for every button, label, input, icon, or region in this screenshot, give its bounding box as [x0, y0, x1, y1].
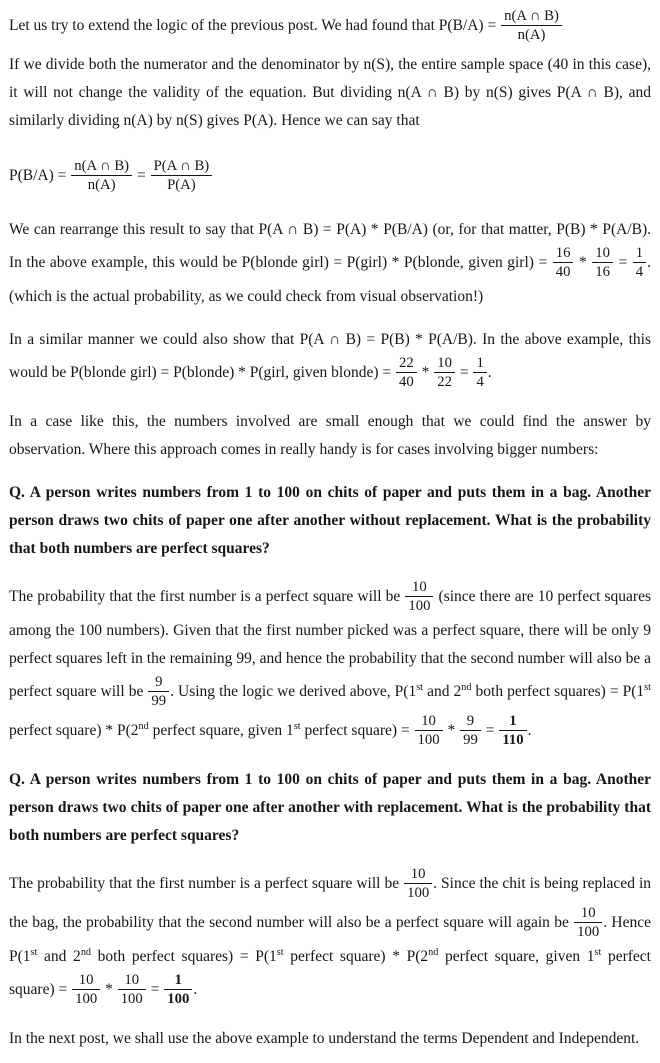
- fraction: [633, 245, 646, 281]
- superscript-ordinal: st: [30, 946, 38, 958]
- fraction-numerator: 10: [405, 579, 433, 597]
- superscript-ordinal: st: [416, 681, 424, 693]
- text-run: In a case like this, the numbers involved are small enough that we could find the answer by observation. Where this approach comes in really handy is for cases involving bigger numbers:: [9, 412, 651, 458]
- fraction-denominator: 110: [502, 732, 524, 749]
- text-run: perfect square) * P(2: [9, 721, 139, 739]
- fraction-numerator: 10: [404, 866, 432, 884]
- fraction-numerator: 1: [164, 972, 192, 990]
- fraction-denominator: 99: [151, 693, 167, 710]
- text-run: . (which is the actual probability, as we could check from visual observation!): [9, 253, 652, 305]
- fraction: [72, 972, 100, 1008]
- fraction-denominator: 4: [476, 374, 484, 391]
- text-run: =: [613, 253, 632, 271]
- fraction-denominator: 100: [407, 885, 430, 902]
- fraction-denominator: P(A): [167, 177, 196, 194]
- fraction-denominator: 100: [408, 598, 431, 615]
- fraction: [460, 713, 481, 749]
- para-similar-manner: [9, 326, 651, 393]
- fraction-numerator: 1: [473, 355, 486, 373]
- text-run: and 2: [423, 682, 462, 700]
- fraction-numerator: 10: [574, 905, 602, 923]
- fraction-denominator: 16: [595, 264, 610, 281]
- fraction-numerator: 10: [118, 972, 146, 990]
- fraction-denominator: 100: [120, 991, 143, 1008]
- text-run: *: [417, 363, 434, 381]
- fraction-denominator: 100: [577, 924, 600, 941]
- fraction-denominator: 100: [417, 732, 440, 749]
- fraction-numerator: 22: [396, 355, 417, 373]
- fraction: [405, 579, 433, 615]
- fraction: [151, 158, 213, 194]
- para-intro: [9, 7, 651, 46]
- para-bigger-numbers: [9, 408, 651, 464]
- fraction: [592, 245, 613, 281]
- fraction: [415, 713, 443, 749]
- text-run: *: [101, 980, 117, 998]
- text-run: and 2: [37, 947, 81, 965]
- text-run: Let us try to extend the logic of the previous post. We had found that P(B/A) =: [9, 17, 501, 35]
- para-solution-with-replacement: [9, 865, 651, 1010]
- para-divide-by-ns: [9, 51, 651, 135]
- superscript-ordinal: nd: [428, 946, 439, 958]
- formula-conditional-probability: [9, 157, 651, 196]
- text-run: perfect square) =: [9, 947, 651, 998]
- text-run: In a similar manner we could also show that P(A ∩ B) = P(B) * P(A/B). In the above example, this would be P(blonde girl) = P(blonde) * P(girl, given blonde) =: [9, 330, 651, 381]
- superscript-ordinal: nd: [138, 720, 149, 732]
- fraction: [396, 355, 417, 391]
- fraction: [473, 355, 486, 391]
- superscript-ordinal: st: [293, 720, 301, 732]
- fraction-numerator: n(A ∩ B): [501, 8, 562, 26]
- fraction: [118, 972, 146, 1008]
- text-run: both perfect squares) = P(1: [91, 947, 277, 965]
- text-run: If we divide both the numerator and the denominator by n(S), the entire sample space (40 in this case), it will not change the validity of the equation. But dividing n(A ∩ B) by n(S) gives P(A ∩ B), and similarly dividing n(A) by n(S) gives P(A). Hence we can say that: [9, 55, 651, 129]
- text-run: *: [574, 253, 592, 271]
- fraction-numerator: 10: [415, 713, 443, 731]
- fraction-numerator: n(A ∩ B): [71, 158, 132, 176]
- text-run: . Hence P(1: [9, 913, 651, 965]
- superscript-ordinal: st: [644, 681, 651, 693]
- text-run: The probability that the first number is a perfect square will be: [9, 587, 405, 605]
- text-run: *: [443, 721, 460, 739]
- text-run: perfect square, given 1: [148, 721, 294, 739]
- fraction-denominator: 100: [75, 991, 98, 1008]
- fraction-numerator: 10: [592, 245, 613, 263]
- text-run: perfect square) * P(2: [283, 947, 429, 965]
- text-run: Q. A person writes numbers from 1 to 100 on chits of paper and puts them in a bag. Another person draws two chits of paper one after another with replacement. What is the probability that both numbers are perfect squares?: [9, 770, 651, 844]
- fraction-numerator: 1: [499, 713, 526, 731]
- text-run: . Using the logic we derived above, P(1: [170, 682, 417, 700]
- text-run: In the next post, we shall use the above example to understand the terms Dependent and Independent.: [9, 1029, 640, 1047]
- fraction: [148, 674, 169, 710]
- superscript-ordinal: nd: [80, 946, 92, 958]
- fraction: [553, 245, 574, 281]
- fraction-numerator: 10: [72, 972, 100, 990]
- text-run: The probability that the first number is a perfect square will be: [9, 874, 404, 892]
- text-run: =: [455, 363, 473, 381]
- superscript-ordinal: st: [276, 946, 284, 958]
- fraction-numerator: 1: [633, 245, 646, 263]
- fraction-denominator: n(A): [517, 27, 546, 44]
- text-run: .: [487, 363, 492, 381]
- text-run: .: [193, 980, 198, 998]
- fraction-numerator: 16: [553, 245, 574, 263]
- fraction-numerator: 9: [460, 713, 481, 731]
- text-run: =: [481, 721, 499, 739]
- fraction-denominator: n(A): [87, 177, 116, 194]
- fraction-numerator: P(A ∩ B): [151, 158, 213, 176]
- question-without-replacement: [9, 479, 651, 563]
- fraction-denominator: 40: [399, 374, 414, 391]
- para-rearrange: [9, 216, 651, 311]
- text-run: P(B/A) =: [9, 167, 71, 185]
- para-next-post: [9, 1025, 651, 1053]
- fraction: [434, 355, 455, 391]
- text-run: Q. A person writes numbers from 1 to 100 on chits of paper and puts them in a bag. Another person draws two chits of paper one after another without replacement. What is the probability that both numbers are perfect squares?: [9, 483, 651, 557]
- fraction: [71, 158, 132, 194]
- document-body: [9, 7, 651, 1053]
- text-run: .: [527, 721, 532, 739]
- fraction: [164, 972, 192, 1008]
- text-run: (since there are 10 perfect squares among the 100 numbers). Given that the first number picked was a perfect square, there will be only 9 perfect squares left in the remaining 99, and hence the probability that the second number will also be a perfect square will be: [9, 587, 651, 700]
- text-run: =: [146, 980, 164, 998]
- text-run: both perfect squares) = P(1: [471, 682, 645, 700]
- superscript-ordinal: st: [594, 946, 602, 958]
- fraction-denominator: 100: [167, 991, 190, 1008]
- text-run: perfect square, given 1: [438, 947, 595, 965]
- fraction-denominator: 99: [463, 732, 478, 749]
- para-solution-without-replacement: [9, 578, 651, 751]
- text-run: We can rearrange this result to say that P(A ∩ B) = P(A) * P(B/A) (or, for that matter, P(B) * P(A/B). In the above example, this would be P(blonde girl) = P(girl) * P(blonde, given girl) =: [9, 220, 651, 271]
- fraction: [501, 8, 562, 44]
- fraction-denominator: 22: [437, 374, 452, 391]
- superscript-ordinal: nd: [461, 681, 472, 693]
- fraction: [499, 713, 526, 749]
- fraction-numerator: 10: [434, 355, 455, 373]
- fraction-denominator: 4: [635, 264, 644, 281]
- question-with-replacement: [9, 766, 651, 850]
- fraction-numerator: 9: [148, 674, 169, 692]
- text-run: . Since the chit is being replaced in the bag, the probability that the second number will also be a perfect square will again be: [9, 874, 652, 931]
- fraction: [574, 905, 602, 941]
- text-run: perfect square) =: [300, 721, 414, 739]
- fraction-denominator: 40: [555, 264, 571, 281]
- fraction: [404, 866, 432, 902]
- text-run: =: [133, 167, 150, 185]
